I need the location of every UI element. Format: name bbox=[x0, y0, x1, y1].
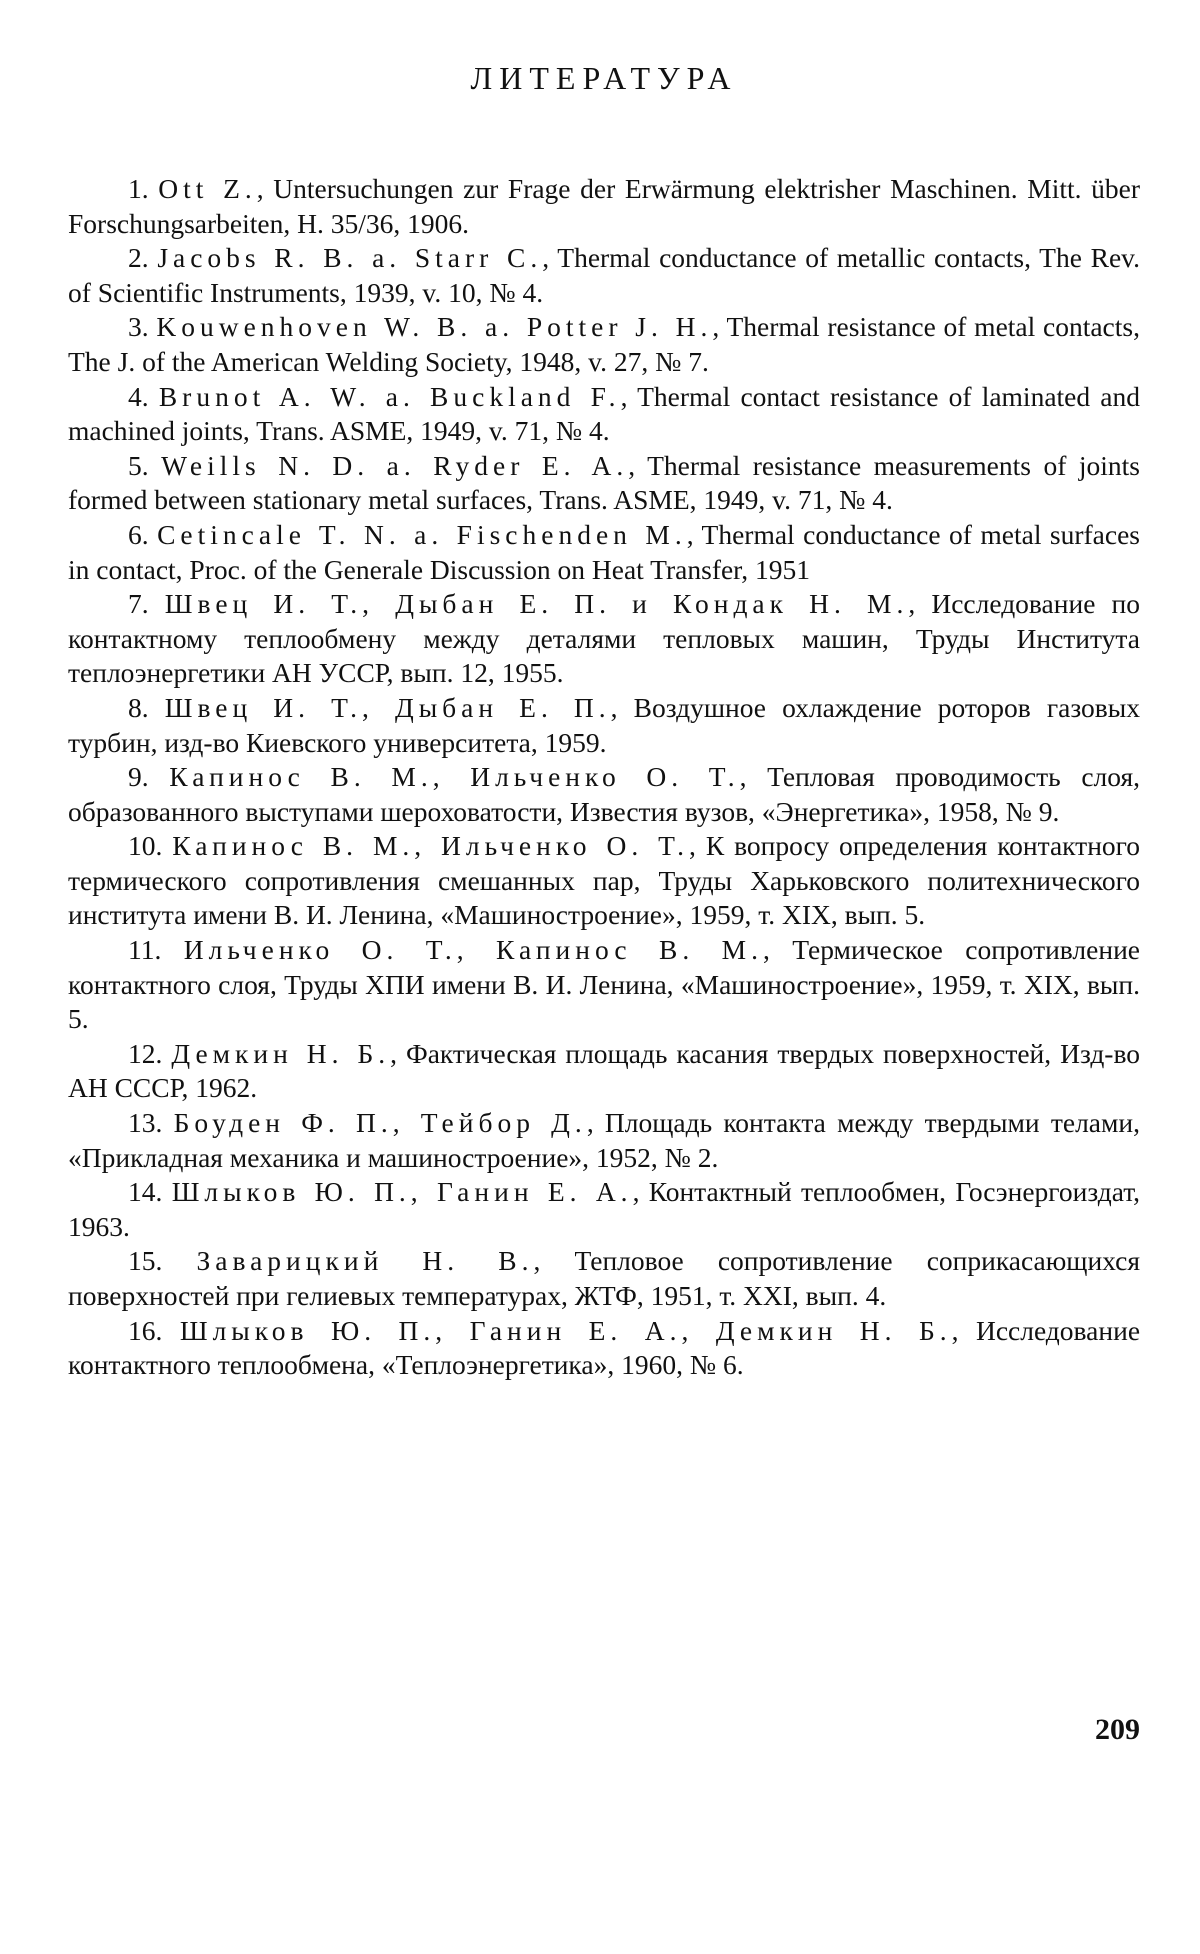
reference-number: 11. bbox=[128, 934, 184, 966]
reference-text: , Untersuchungen zur Frage der Erwärmung elektrisher Maschinen. Mitt. über Forschungsarbeiten, H. 35/36, 1906. bbox=[68, 173, 1141, 239]
reference-item bbox=[68, 691, 1140, 760]
reference-text: , Воздушное охлаждение роторов газовых турбин, изд-во Киевского университета, 1959. bbox=[68, 691, 1140, 758]
reference-item bbox=[68, 1314, 1140, 1383]
reference-authors: Cetinсale T. N. a. Fischenden M. bbox=[157, 518, 687, 550]
reference-item bbox=[68, 1037, 1140, 1106]
reference-authors: Боуден Ф. П., Тейбор Д. bbox=[173, 1107, 587, 1139]
reference-item bbox=[68, 933, 1140, 1037]
reference-authors: Швец И. Т., Дыбан Е. П. bbox=[164, 691, 611, 723]
reference-text: , Площадь контакта между твердыми телами, «Прикладная механика и машиностроение», 1952, № 2. bbox=[68, 1107, 1140, 1173]
reference-text: , Исследование по контактному теплообмену между деталями тепловых машин, Труды Института теплоэнергетики АН УССР, вып. 12, 1955. bbox=[68, 588, 1141, 689]
reference-text: , Тепловое сопротивление соприкасающихся поверхностей при гелиевых температурах, ЖТФ, 1951, т. XXI, вып. 4. bbox=[68, 1245, 1140, 1311]
reference-number: 3. bbox=[128, 311, 157, 343]
reference-text: , Термическое сопротивление контактного слоя, Труды ХПИ имени В. И. Ленина, «Машиностроение», 1959, т. XIX, вып. 5. bbox=[68, 934, 1140, 1035]
reference-number: 1. bbox=[128, 173, 159, 204]
reference-number: 4. bbox=[128, 380, 159, 412]
page-number: 209 bbox=[1095, 1713, 1140, 1746]
reference-item bbox=[68, 449, 1140, 518]
reference-authors: Швец И. Т., Дыбан Е. П. и Кондак Н. М. bbox=[164, 588, 909, 620]
reference-authors: Brunot A. W. a. Buckland F. bbox=[158, 380, 621, 412]
reference-authors: Капинос В. М., Ильченко О. Т. bbox=[169, 761, 740, 793]
reference-text: , Thermal resistance of metal contacts, The J. of the American Welding Society, 1948, v. 27, № 7. bbox=[68, 311, 1140, 377]
reference-text: , К вопросу определения контактного термического сопротивления смешанных пар, Труды Харьковского политехнического института имени В. И. Ленина, «Машиностроение», 1959, т. XIX, вып. 5. bbox=[68, 830, 1141, 931]
reference-authors: Ильченко О. Т., Капинос В. М. bbox=[183, 934, 763, 966]
reference-number: 14. bbox=[128, 1176, 172, 1208]
page-title: ЛИТЕРАТУРА bbox=[470, 60, 738, 96]
reference-authors: Jacobs R. B. a. Starr C. bbox=[157, 242, 543, 274]
reference-number: 10. bbox=[128, 830, 173, 862]
reference-text: , Thermal conductance of metal surfaces in contact, Proc. of the Generale Discussion on Heat Transfer, 1951 bbox=[68, 518, 1141, 585]
reference-item bbox=[68, 1244, 1140, 1313]
reference-number: 15. bbox=[128, 1245, 197, 1277]
reference-authors: Заварицкий Н. В. bbox=[196, 1245, 534, 1277]
reference-item bbox=[68, 1106, 1140, 1175]
reference-text: , Thermal resistance measurements of joints formed between stationary metal surfaces, Trans. ASME, 1949, v. 71, № 4. bbox=[68, 449, 1140, 516]
reference-item bbox=[68, 241, 1140, 310]
reference-item bbox=[68, 380, 1140, 449]
reference-number: 7. bbox=[128, 588, 165, 620]
reference-number: 5. bbox=[128, 449, 162, 481]
reference-item bbox=[68, 310, 1140, 379]
reference-number: 12. bbox=[128, 1037, 172, 1069]
book-page bbox=[68, 0, 1140, 1954]
reference-number: 8. bbox=[128, 691, 165, 723]
reference-text: , Thermal conductance of metallic contacts, The Rev. of Scientific Instruments, 1939, v. 10, № 4. bbox=[68, 242, 1141, 308]
reference-item bbox=[68, 587, 1140, 691]
reference-authors: Капинос В. М., Ильченко О. Т. bbox=[172, 830, 690, 862]
reference-item bbox=[68, 518, 1140, 587]
reference-number: 16. bbox=[128, 1314, 180, 1346]
reference-item bbox=[68, 172, 1140, 241]
reference-number: 9. bbox=[128, 761, 170, 793]
reference-authors: Ott Z. bbox=[158, 173, 257, 204]
reference-authors: Weills N. D. a. Ryder E. A. bbox=[161, 449, 629, 481]
reference-text: , Контактный теплообмен, Госэнергоиздат, 1963. bbox=[68, 1176, 1141, 1242]
reference-text: , Исследование контактного теплообмена, «Теплоэнергетика», 1960, № 6. bbox=[68, 1314, 1141, 1381]
reference-authors: Демкин Н. Б. bbox=[171, 1037, 391, 1069]
reference-text: , Фактическая площадь касания твердых поверхностей, Изд-во АН СССР, 1962. bbox=[68, 1037, 1141, 1104]
reference-list bbox=[68, 172, 1140, 1383]
reference-authors: Kouwenhoven W. B. a. Potter J. H. bbox=[156, 311, 713, 343]
reference-item bbox=[68, 760, 1140, 829]
reference-item bbox=[68, 829, 1140, 933]
reference-authors: Шлыков Ю. П., Ганин Е. А., Демкин Н. Б. bbox=[179, 1314, 952, 1346]
reference-number: 2. bbox=[128, 242, 158, 274]
reference-text: , Тепловая проводимость слоя, образованного выступами шероховатости, Известия вузов, «Энергетика», 1958, № 9. bbox=[68, 761, 1141, 827]
reference-item bbox=[68, 1175, 1140, 1244]
reference-text: , Thermal contact resistance of laminated and machined joints, Trans. ASME, 1949, v. 71, № 4. bbox=[68, 380, 1141, 447]
reference-authors: Шлыков Ю. П., Ганин Е. А. bbox=[171, 1176, 633, 1208]
reference-number: 6. bbox=[128, 518, 158, 550]
reference-number: 13. bbox=[128, 1107, 174, 1139]
